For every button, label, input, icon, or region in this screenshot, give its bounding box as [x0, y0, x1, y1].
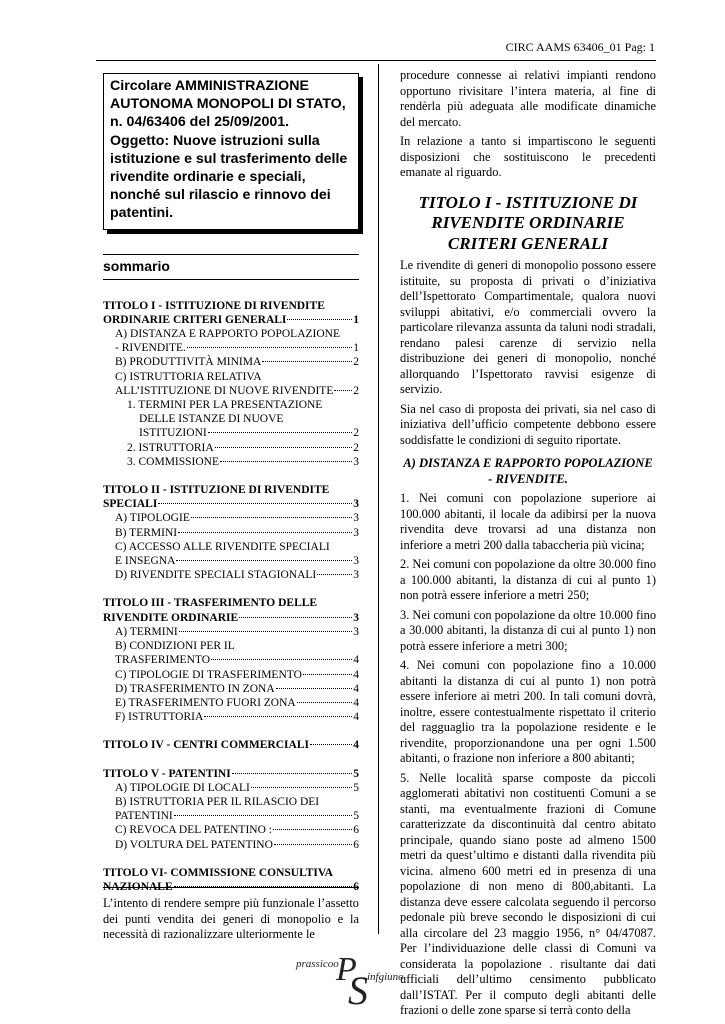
toc-page-number: 2: [353, 384, 359, 397]
toc-entry[interactable]: [103, 668, 359, 682]
toc-entry[interactable]: [103, 823, 359, 837]
toc-entry-text: A) DISTANZA E RAPPORTO POPOLAZIONE: [115, 328, 340, 341]
toc-gap: [103, 582, 359, 596]
toc-entry-text: A) TIPOLOGIE: [115, 512, 190, 525]
title-line: rivendite ordinarie e speciali,: [110, 169, 306, 186]
toc-page-number: 3: [353, 611, 359, 624]
toc-entry[interactable]: [103, 327, 359, 355]
footer-logo: [292, 940, 432, 1010]
toc-leader: [334, 390, 352, 391]
toc-entry[interactable]: [103, 355, 359, 369]
numbered-item: 2. Nei comuni con popolazione da oltre 30.000 fino a 100.000 abitanti, la distanza di cui al punto 1) non potrà essere inferiore a metri 250;: [400, 557, 657, 602]
title-line: n. 04/63406 del 25/09/2001.: [110, 114, 290, 131]
toc-leader: [287, 319, 352, 320]
toc-entry-text: A) TERMINI: [115, 625, 178, 638]
toc-entry-text: C) TIPOLOGIE DI TRASFERIMENTO: [115, 668, 302, 681]
toc-entry-text: B) TERMINI: [115, 526, 178, 539]
toc-entry-text: ISTITUZIONI: [139, 427, 207, 440]
numbered-item: 3. Nei comuni con popolazione da oltre 10.000 fino a 30.000 abitanti, la distanza di cui al punto 1) non potrà essere inferiore a metri 300;: [400, 607, 657, 653]
column-divider: [378, 64, 379, 934]
logo-right-text: infgiuno: [367, 971, 404, 983]
toc-entry-text: A) TIPOLOGIE DI LOCALI: [115, 781, 250, 794]
body-paragraph: Sia nel caso di proposta dei privati, sia nel caso di iniziativa dell’ufficio competente debbono essere soddisfatte le condizioni di seguito riportate.: [400, 401, 656, 447]
body-paragraph: In relazione a tanto si impartiscono le seguenti disposizioni che sostituiscono le precedenti emanate al riguardo.: [400, 134, 656, 179]
toc-entry-text: SPECIALI: [103, 498, 158, 511]
toc-leader: [262, 361, 352, 362]
toc-entry-text: D) RIVENDITE SPECIALI STAGIONALI: [115, 569, 317, 582]
toc-entry-text: 3. COMMISSIONE: [127, 455, 220, 468]
toc-page-number: 1: [353, 342, 359, 355]
toc-entry[interactable]: [103, 540, 359, 568]
toc-leader: [251, 787, 352, 788]
toc-entry[interactable]: [103, 398, 359, 441]
toc-entry-text: B) CONDIZIONI PER IL: [115, 640, 235, 653]
toc-entry-text: C) REVOCA DEL PATENTINO :: [115, 824, 272, 837]
toc-leader: [303, 674, 352, 675]
toc-entry[interactable]: [103, 299, 359, 327]
toc-entry[interactable]: [103, 639, 359, 667]
toc-entry-text: TITOLO III - TRASFERIMENTO DELLE: [103, 597, 318, 610]
toc-leader: [215, 447, 353, 448]
toc-page-number: 3: [353, 512, 359, 525]
toc-page-number: 3: [353, 455, 359, 468]
toc-entry[interactable]: [103, 596, 359, 624]
toc-leader: [239, 617, 352, 618]
title-line: nonché sul rilascio e rinnovo dei: [110, 187, 331, 204]
svg-text:S: S: [348, 968, 368, 1010]
toc-entry[interactable]: [103, 838, 359, 852]
sommario-heading: sommario: [103, 257, 170, 274]
title-line: Oggetto: Nuove istruzioni sulla: [110, 132, 320, 149]
title-line: istituzione e sul trasferimento delle: [110, 150, 348, 167]
toc-entry-text: TITOLO VI- COMMISSIONE CONSULTIVA: [103, 866, 333, 879]
toc-entry-text: TITOLO IV - CENTRI COMMERCIALI: [103, 739, 309, 752]
numbered-item: 5. Nelle località sparse composte da piccoli agglomerati abitativi non costituenti Comuni a se stanti, ma eventualmente frazioni di Comune caratterizzate da discontinuità dal centro abitato principale, quando siano poste ad almeno 1500 metri da quest’ultimo e distanti dalla rivendita più vicina. almeno 600 metri ed in presenza di una popolazione di non meno di 800,abitanti. La distanza deve essere calcolata seguendo il percorso pedonale più breve secondo le disposizioni di cui alla circolare del 23 maggio 1956, n° 04/47087. Per l’individuazione delle classi di Comuni va considerata la popolazione . risultante dai dati ufficiali dell’ultimo censimento pubblicato dall’ISTAT. Per il computo degli abitanti delle frazioni o delle zone sparse si terrà conto della: [400, 770, 656, 1017]
toc-leader: [178, 532, 352, 533]
toc-page-number: 3: [353, 625, 359, 638]
toc-entry[interactable]: [103, 370, 359, 398]
left-column: [103, 64, 359, 894]
sommario-heading-wrap: [103, 254, 359, 280]
toc-leader: [158, 503, 352, 504]
toc-entry-text: E) TRASFERIMENTO FUORI ZONA: [115, 696, 296, 709]
logo-left-text: prassicoo: [296, 958, 339, 970]
toc-entry[interactable]: [103, 738, 359, 752]
toc-entry-text: PATENTINI: [115, 810, 173, 823]
toc-entry[interactable]: [103, 483, 359, 511]
toc-page-number: 4: [353, 739, 359, 752]
toc-page-number: 2: [353, 356, 359, 369]
toc-page-number: 6: [353, 824, 359, 837]
toc-entry-text: NAZIONALE: [103, 880, 173, 893]
toc-leader: [276, 688, 353, 689]
toc-page-number: 4: [353, 696, 359, 709]
toc-entry[interactable]: [103, 682, 359, 696]
toc-entry-text: DELLE ISTANZE DI NUOVE: [139, 413, 284, 426]
page-header: CIRC AAMS 63406_01 Pag: 1: [505, 40, 655, 54]
toc-page-number: 5: [353, 810, 359, 823]
title-box: [103, 73, 359, 230]
toc-entry-text: - RIVENDITE.: [115, 342, 186, 355]
toc-entry[interactable]: [103, 767, 359, 781]
title-line: patentini.: [110, 205, 174, 222]
toc-leader: [211, 659, 352, 660]
toc-entry-text: D) VOLTURA DEL PATENTINO: [115, 838, 273, 851]
toc-page-number: 4: [353, 668, 359, 681]
body-paragraph: Le rivendite di generi di monopolio possono essere istituite, su proposta di privati o d’iniziativa dell’Ispettorato Compartimentale, qualora nuovi sviluppi abitativi, e/o commerciali ovvero la particolare rilevanza assunta da taluni nodi stradali, rendano palesi carenze di servizio nella distribuzione dei generi di monopolio, nonché allorquando l’Ispettorato ravvisi esigenze di servizio.: [400, 258, 656, 396]
toc-leader: [187, 347, 352, 348]
toc-entry-text: C) ACCESSO ALLE RIVENDITE SPECIALI: [115, 540, 330, 553]
toc-leader: [310, 744, 352, 745]
toc-page-number: 4: [353, 682, 359, 695]
toc-leader: [274, 844, 352, 845]
toc-page-number: 2: [353, 427, 359, 440]
toc-page-number: 4: [353, 654, 359, 667]
toc-gap: [103, 753, 359, 767]
toc-entry-text: E INSEGNA: [115, 555, 176, 568]
toc-entry[interactable]: [103, 455, 359, 469]
toc-page-number: 5: [353, 767, 359, 780]
toc-entry-text: 1. TERMINI PER LA PRESENTAZIONE: [127, 399, 323, 412]
body-paragraph: procedure connesse ai relativi impianti rendono opportuno rivisitare l’intera materia, al fine di rendèrla più adeguata alle modificate dinamiche del mercato.: [400, 68, 656, 129]
toc-entry-text: TRASFERIMENTO: [115, 654, 210, 667]
toc-entry-text: RIVENDITE ORDINARIE: [103, 611, 239, 624]
toc-leader: [232, 773, 353, 774]
intro-section: [103, 887, 359, 943]
toc-entry-text: ORDINARIE CRITERI GENERALI: [103, 313, 287, 326]
toc-leader: [191, 517, 352, 518]
toc-entry-text: 2. ISTRUTTORIA: [127, 441, 214, 454]
toc-entry[interactable]: [103, 781, 359, 795]
toc-page-number: 6: [353, 880, 359, 893]
toc-leader: [273, 829, 352, 830]
toc-entry-text: B) PRODUTTIVITÀ MINIMA: [115, 356, 262, 369]
toc-leader: [220, 461, 352, 462]
toc-gap: [103, 469, 359, 483]
toc-page-number: 3: [353, 555, 359, 568]
toc-page-number: 3: [353, 526, 359, 539]
title-line: AUTONOMA MONOPOLI DI STATO,: [110, 96, 346, 113]
svg-text:P: P: [336, 951, 357, 988]
toc-entry-text: ALL’ISTITUZIONE DI NUOVE RIVENDITE: [115, 384, 334, 397]
toc-leader: [297, 702, 353, 703]
toc-entry-text: TITOLO II - ISTITUZIONE DI RIVENDITE: [103, 484, 330, 497]
intro-paragraph: L’intento di rendere sempre più funzionale l’assetto dei punti vendita dei generi di monopolio e la necessità di razionalizzare ulteriormente le: [103, 896, 359, 941]
toc-entry[interactable]: [103, 441, 359, 455]
toc-entry-text: F) ISTRUTTORIA: [115, 711, 204, 724]
toc-entry-text: D) TRASFERIMENTO IN ZONA: [115, 682, 275, 695]
numbered-item: 1. Nei comuni con popolazione superiore ai 100.000 abitanti, il locale da adibirsi per la nuova rivendita deve trovarsi ad una distanza non inferiore a metri 200 dalla tabaccheria più vicina;: [400, 491, 656, 552]
numbered-item: 4. Nei comuni con popolazione fino a 10.000 abitanti la distanza di cui al punto 1) non potrà essere inferiore ai metri 200. In tali comuni dovrà, inoltre, essere contestualmente rispettato il criterio del ragguaglio tra la popolazione residente e le rivendite, proporzionandone una per ogni 1.500 abitanti, o frazione non inferiore a 800 abitanti;: [400, 658, 656, 765]
subsection-heading-a: A) DISTANZA E RAPPORTO POPOLAZIONE - RIVENDITE.: [403, 456, 653, 486]
title-line: Circolare AMMINISTRAZIONE: [110, 78, 309, 94]
toc-page-number: 2: [353, 441, 359, 454]
toc-entry[interactable]: [103, 696, 359, 710]
toc-leader: [176, 560, 352, 561]
table-of-contents: [103, 299, 359, 895]
toc-entry-text: TITOLO V - PATENTINI: [103, 767, 231, 780]
header-rule: [96, 60, 656, 61]
toc-entry[interactable]: [103, 526, 359, 540]
toc-entry-text: C) ISTRUTTORIA RELATIVA: [115, 370, 262, 383]
right-column: [400, 68, 656, 1023]
toc-leader: [179, 631, 353, 632]
section-heading-titolo-1: TITOLO I - ISTITUZIONE DI RIVENDITE ORDINARIE CRITERI GENERALI: [418, 192, 638, 253]
toc-entry-text: TITOLO I - ISTITUZIONE DI RIVENDITE: [103, 299, 325, 312]
toc-entry-text: B) ISTRUTTORIA PER IL RILASCIO DEI: [115, 795, 320, 808]
toc-page-number: 3: [353, 569, 359, 582]
toc-page-number: 5: [353, 781, 359, 794]
toc-leader: [208, 432, 353, 433]
toc-entry[interactable]: [103, 795, 359, 823]
toc-gap: [103, 852, 359, 866]
toc-page-number: 6: [353, 838, 359, 851]
toc-leader: [204, 716, 352, 717]
toc-gap: [103, 724, 359, 738]
toc-entry[interactable]: [103, 511, 359, 525]
toc-leader: [174, 815, 353, 816]
toc-entry[interactable]: [103, 710, 359, 724]
toc-page-number: 3: [353, 498, 359, 511]
toc-leader: [317, 574, 352, 575]
toc-page-number: 1: [353, 313, 359, 326]
toc-entry[interactable]: [103, 625, 359, 639]
toc-page-number: 4: [353, 711, 359, 724]
toc-entry[interactable]: [103, 568, 359, 582]
